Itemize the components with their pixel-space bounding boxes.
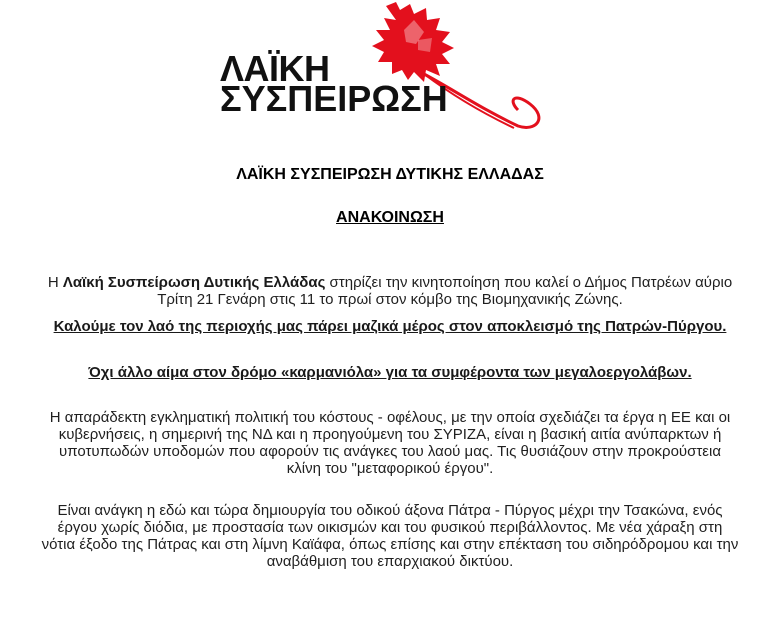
intro-org-name: Λαϊκή Συσπείρωση Δυτικής Ελλάδας [62, 274, 326, 291]
logo-text-line2: ΣΥΣΠΕΙΡΩΣΗ [220, 78, 448, 119]
call-to-action-1: Καλούμε τον λαό της περιοχής μας πάρει μαζικά μέρος στον αποκλεισμό της Πατρών-Πύργου. [53, 318, 727, 335]
demands-paragraph: Είναι ανάγκη η εδώ και τώρα δημιουργία του οδικού άξονα Πάτρα - Πύργος μέχρι την Τσακώνα, ενός έργου χωρίς διόδια, με προστασία των οικισμών και του φυσικού περιβάλλοντος. Με νέα χάραξη στη νότια έξοδο της Πάτρας και στη λίμνη Καϊάφα, όπως επίσης και στην επέκταση του σιδηρόδρομου και την αναβάθμιση του επαρχιακού δικτύου. [41, 502, 739, 570]
intro-rest: στηρίζει την κινητοποίηση που καλεί ο Δήμος Πατρέων αύριο Τρίτη 21 Γενάρη στις 11 το πρωί στον κόμβο της Βιομηχανικής Ζώνης. [157, 274, 733, 308]
intro-paragraph [40, 274, 740, 308]
call-to-action-2: Όχι άλλο αίμα στον δρόμο «καρμανιόλα» για τα συμφέροντα των μεγαλοεργολάβων. [88, 364, 692, 381]
party-logo [218, 0, 563, 132]
announcement-title: ΑΝΑΚΟΙΝΩΣΗ [336, 209, 444, 226]
organization-title: ΛΑΪΚΗ ΣΥΣΠΕΙΡΩΣΗ ΔΥΤΙΚΗΣ ΕΛΛΑΔΑΣ [236, 166, 544, 183]
logo-text-line1: ΛΑΪΚΗ [220, 48, 330, 89]
intro-prefix: Η [47, 274, 63, 291]
policy-paragraph: Η απαράδεκτη εγκληματική πολιτική του κόστους - οφέλους, με την οποία σχεδιάζει τα έργα η ΕΕ και οι κυβερνήσεις, η σημερινή της ΝΔ και η προηγούμενη του ΣΥΡΙΖΑ, είναι η βασική αιτία ανύπαρκτων ή υποτυπωδών υποδομών που αφορούν τις ανάγκες του λαού μας. Τις θυσιάζουν στην προκρούστεια κλίνη του "μεταφορικού έργου". [49, 409, 731, 477]
